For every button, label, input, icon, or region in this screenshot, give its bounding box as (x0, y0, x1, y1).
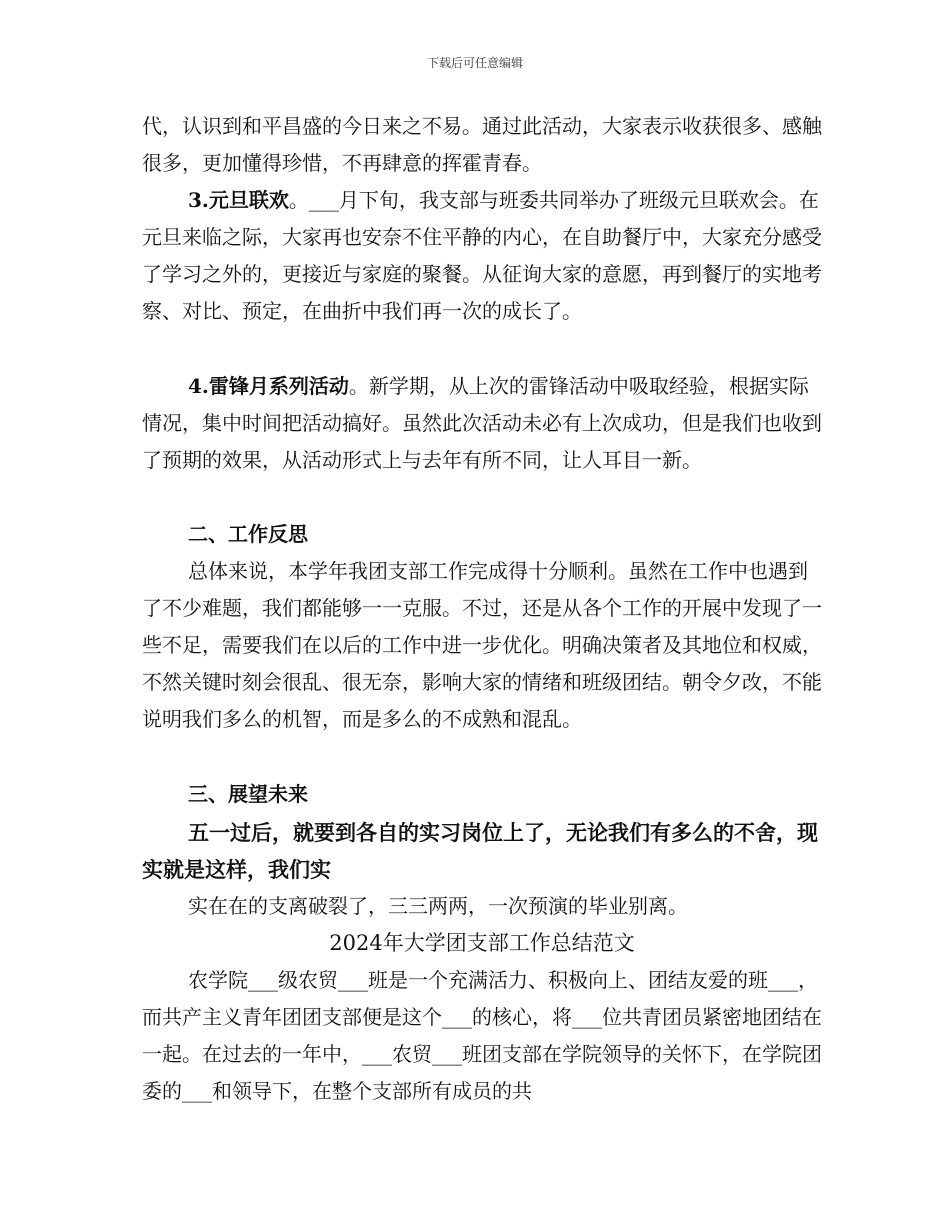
paragraph-future-outlook: 五一过后，就要到各自的实习岗位上了，无论我们有多么的不舍，现实就是这样，我们实 (142, 820, 818, 882)
page-header: 下载后可任意编辑 (426, 56, 523, 70)
document-title: 2024年大学团支部工作总结范文 (329, 931, 635, 955)
section-body-lei-feng-month: 。新学期，从上次的雷锋活动中吸取经验，根据实际情况，集中时间把活动搞好。虽然此次活动未必有上次成功，但是我们也收到了预期的效果，从活动形式上与去年有所不同，让人耳目一新。 (142, 374, 822, 472)
heading-future-outlook: 三、展望未来 (188, 782, 308, 806)
paragraph-work-reflection: 总体来说，本学年我团支部工作完成得十分顺利。虽然在工作中也遇到了不少难题，我们都能够一一克服。不过，还是从各个工作的开展中发现了一些不足，需要我们在以后的工作中进一步优化。明确决策者及其地位和权威，不然关键时刻会很乱、很无奈，影响大家的情绪和班级团结。朝令夕改，不能说明我们多么的机智，而是多么的不成熟和混乱。 (142, 559, 822, 731)
section-title-lei-feng-month: 4.雷锋月系列活动 (188, 374, 349, 398)
section-body-new-year-party: 。___月下旬，我支部与班委共同举办了班级元旦联欢会。在元旦来临之际，大家再也安奈不住平静的内心，在自助餐厅中，大家充分感受了学习之外的，更接近与家庭的聚餐。从征询大家的意愿，再到餐厅的实地考察、对比、预定，在曲折中我们再一次的成长了。 (142, 188, 822, 323)
paragraph-intro: 农学院___级农贸___班是一个充满活力、积极向上、团结友爱的班___，而共产主义青年团团支部便是这个___的核心，将___位共青团员紧密地团结在一起。在过去的一年中，___农贸___班团支部在学院领导的关怀下，在学院团委的___和领导下，在整个支部所有成员的共 (142, 968, 822, 1103)
paragraph-graduation-parting: 实在在的支离破裂了，三三两两，一次预演的毕业别离。 (188, 894, 688, 918)
paragraph-1: 代，认识到和平昌盛的今日来之不易。通过此活动，大家表示收获很多、感触很多，更加懂得珍惜，不再肆意的挥霍青春。 (142, 114, 822, 175)
section-title-new-year-party: 3.元旦联欢 (188, 188, 289, 212)
heading-work-reflection: 二、工作反思 (188, 522, 308, 546)
paragraph-new-year-party (142, 182, 822, 330)
paragraph-lei-feng-month (142, 368, 822, 479)
